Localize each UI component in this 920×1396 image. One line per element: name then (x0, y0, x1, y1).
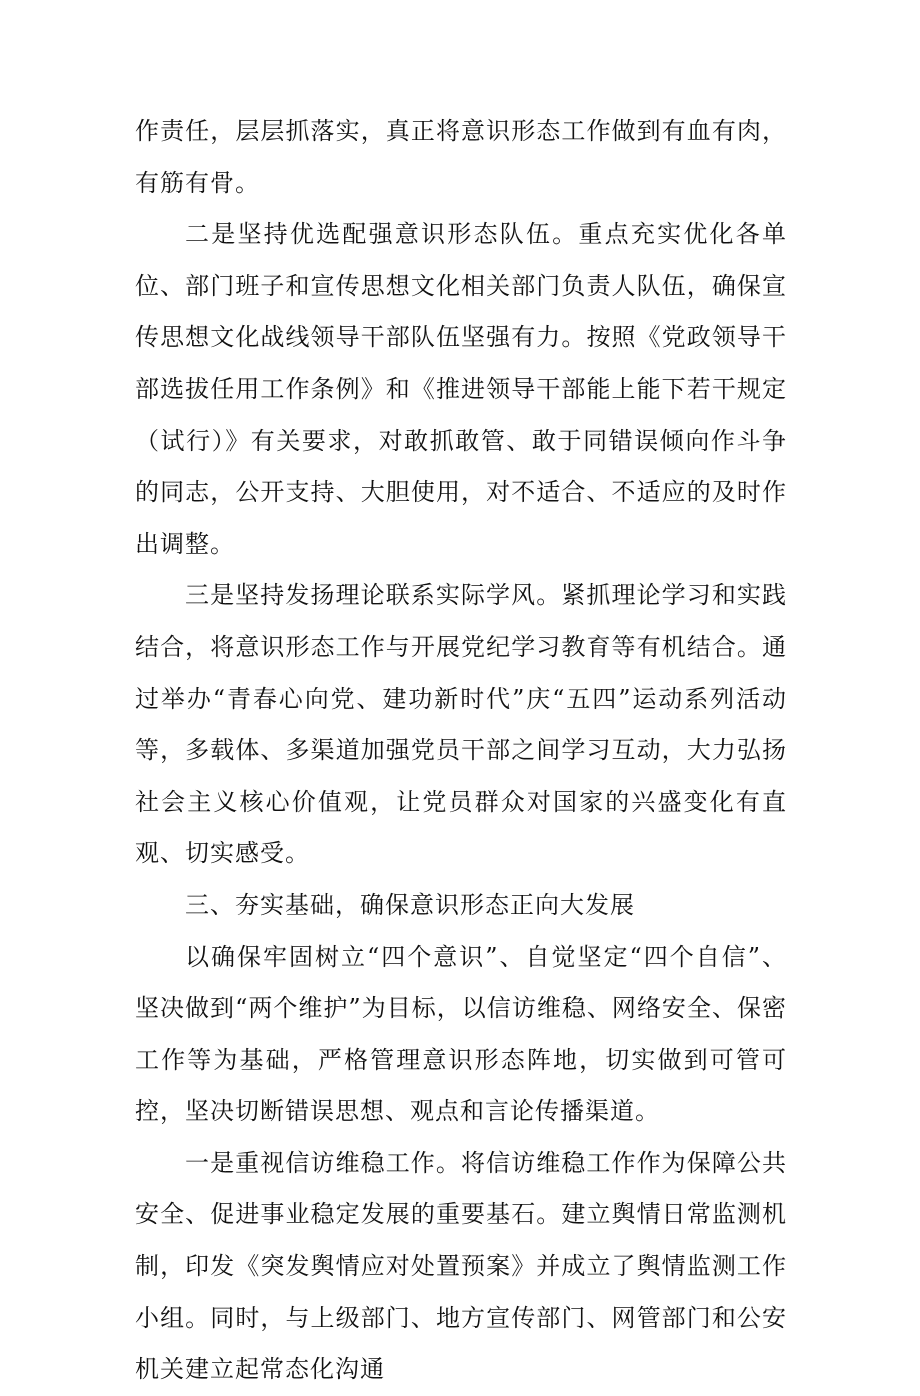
section-heading: 三、夯实基础，确保意识形态正向大发展 (185, 890, 635, 919)
paragraph-continued: 作责任，层层抓落实，真正将意识形态工作做到有血有肉，有筋有骨。 (135, 117, 787, 197)
paragraph-petition-stability: 一是重视信访维稳工作。将信访维稳工作作为保障公共安全、促进事业稳定发展的重要基石。建立舆情日常监测机制，印发《突发舆情应对处置预案》并成立了舆情监测工作小组。同时，与上级部门、地方宣传部门、网管部门和公安机关建立起常态化沟通 (135, 1148, 787, 1384)
paragraph-team-building: 二是坚持优选配强意识形态队伍。重点充实优化各单位、部门班子和宣传思想文化相关部门负责人队伍，确保宣传思想文化战线领导干部队伍坚强有力。按照《党政领导干部选拔任用工作条例》和《推进领导干部能上能下若干规定（试行）》有关要求，对敢抓敢管、敢于同错误倾向作斗争的同志，公开支持、大胆使用，对不适合、不适应的及时作出调整。 (135, 220, 787, 558)
paragraph-section-intro: 以确保牢固树立“四个意识”、自觉坚定“四个自信”、坚决做到“两个维护”为目标，以信访维稳、网络安全、保密工作等为基础，严格管理意识形态阵地，切实做到可管可控，坚决切断错误思想、观点和言论传播渠道。 (135, 942, 787, 1126)
document-body (135, 106, 787, 1396)
paragraph-study-style: 三是坚持发扬理论联系实际学风。紧抓理论学习和实践结合，将意识形态工作与开展党纪学习教育等有机结合。通过举办“青春心向党、建功新时代”庆“五四”运动系列活动等，多载体、多渠道加强党员干部之间学习互动，大力弘扬社会主义核心价值观，让党员群众对国家的兴盛变化有直观、切实感受。 (135, 581, 787, 868)
